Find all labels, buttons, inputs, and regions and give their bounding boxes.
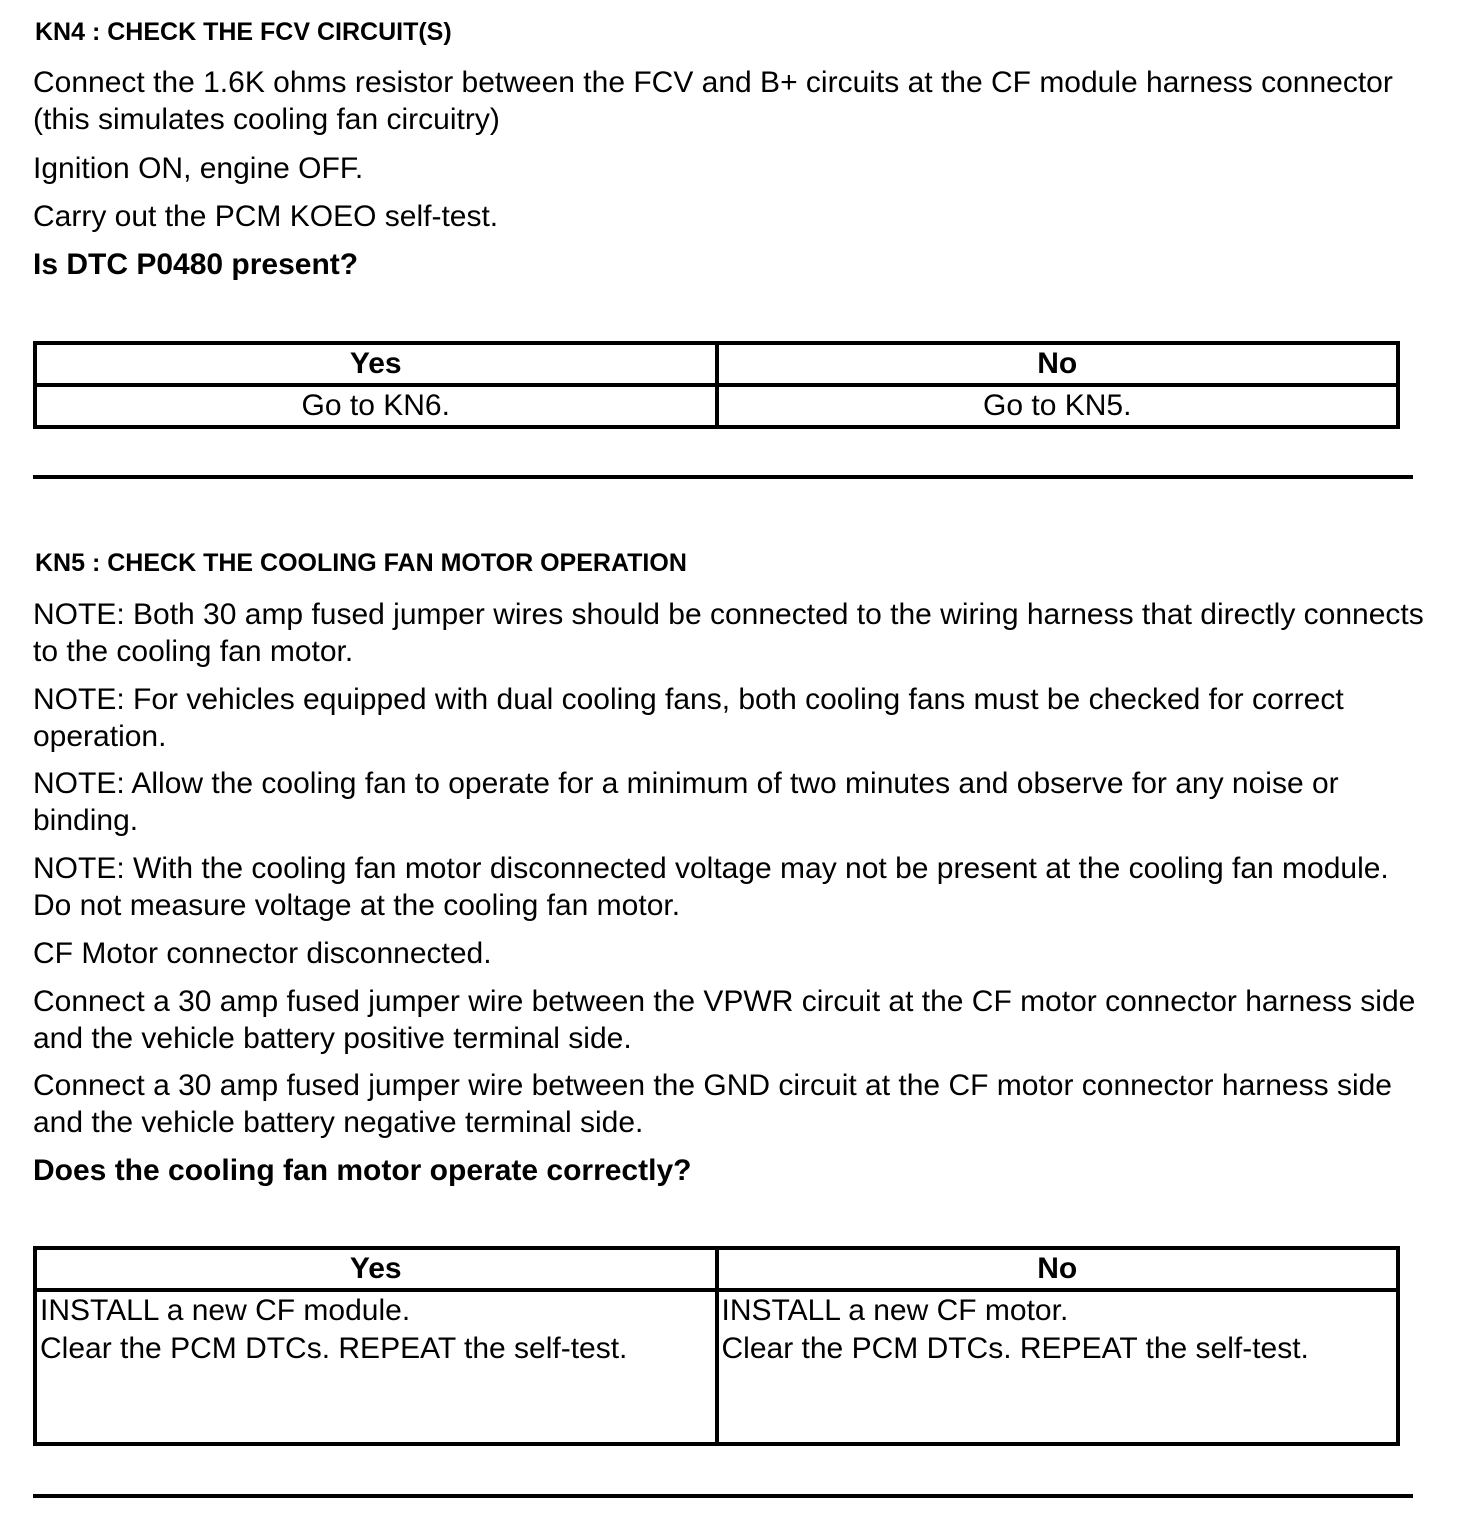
- yes-header: Yes: [35, 1248, 717, 1290]
- table-row: [35, 1290, 1398, 1444]
- no-action-line2: Clear the PCM DTCs. REPEAT the self-test.: [721, 1332, 1309, 1365]
- kn5-heading: KN5 : CHECK THE COOLING FAN MOTOR OPERATION: [35, 549, 687, 577]
- table-header-row: [35, 1248, 1398, 1290]
- table-header-row: [35, 343, 1398, 385]
- kn5-step-disconnect: CF Motor connector disconnected.: [33, 937, 492, 970]
- kn5-step-vpwr-jumper: Connect a 30 amp fused jumper wire between the VPWR circuit at the CF motor connector harness side and the vehicle battery positive terminal side.: [33, 985, 1416, 1055]
- yes-action-line2: Clear the PCM DTCs. REPEAT the self-test.: [40, 1332, 628, 1365]
- no-header: No: [717, 1248, 1399, 1290]
- no-action-line1: INSTALL a new CF motor.: [721, 1294, 1069, 1327]
- kn4-question: Is DTC P0480 present?: [33, 248, 359, 281]
- kn5-note-jumper-wires: NOTE: Both 30 amp fused jumper wires should be connected to the wiring harness that directly connects to the cooling fan motor.: [33, 598, 1424, 668]
- section-divider: [33, 475, 1413, 479]
- no-action: [717, 1290, 1399, 1444]
- kn5-step-gnd-jumper: Connect a 30 amp fused jumper wire between the GND circuit at the CF motor connector harness side and the vehicle battery negative terminal side.: [33, 1069, 1392, 1139]
- yes-action: [35, 1290, 717, 1444]
- kn5-note-voltage: NOTE: With the cooling fan motor disconnected voltage may not be present at the cooling fan module. Do not measure voltage at the cooling fan motor.: [33, 852, 1389, 922]
- table-row: [35, 385, 1398, 427]
- section-divider: [33, 1494, 1413, 1498]
- kn4-result-table: [33, 341, 1400, 429]
- kn4-step-connect-resistor: Connect the 1.6K ohms resistor between the FCV and B+ circuits at the CF module harness connector (this simulates cooling fan circuitry): [33, 66, 1393, 136]
- kn5-note-operate-two-minutes: NOTE: Allow the cooling fan to operate for a minimum of two minutes and observe for any noise or binding.: [33, 767, 1339, 837]
- no-header: No: [717, 343, 1399, 385]
- kn5-result-table: [33, 1246, 1400, 1446]
- kn5-question: Does the cooling fan motor operate correctly?: [33, 1154, 692, 1187]
- yes-header: Yes: [35, 343, 717, 385]
- yes-action: Go to KN6.: [35, 385, 717, 427]
- kn4-step-ignition: Ignition ON, engine OFF.: [33, 152, 364, 185]
- no-action: Go to KN5.: [717, 385, 1399, 427]
- kn4-heading: KN4 : CHECK THE FCV CIRCUIT(S): [35, 18, 452, 46]
- kn5-note-dual-fans: NOTE: For vehicles equipped with dual cooling fans, both cooling fans must be checked for correct operation.: [33, 683, 1344, 753]
- yes-action-line1: INSTALL a new CF module.: [40, 1294, 411, 1327]
- kn4-step-self-test: Carry out the PCM KOEO self-test.: [33, 200, 499, 233]
